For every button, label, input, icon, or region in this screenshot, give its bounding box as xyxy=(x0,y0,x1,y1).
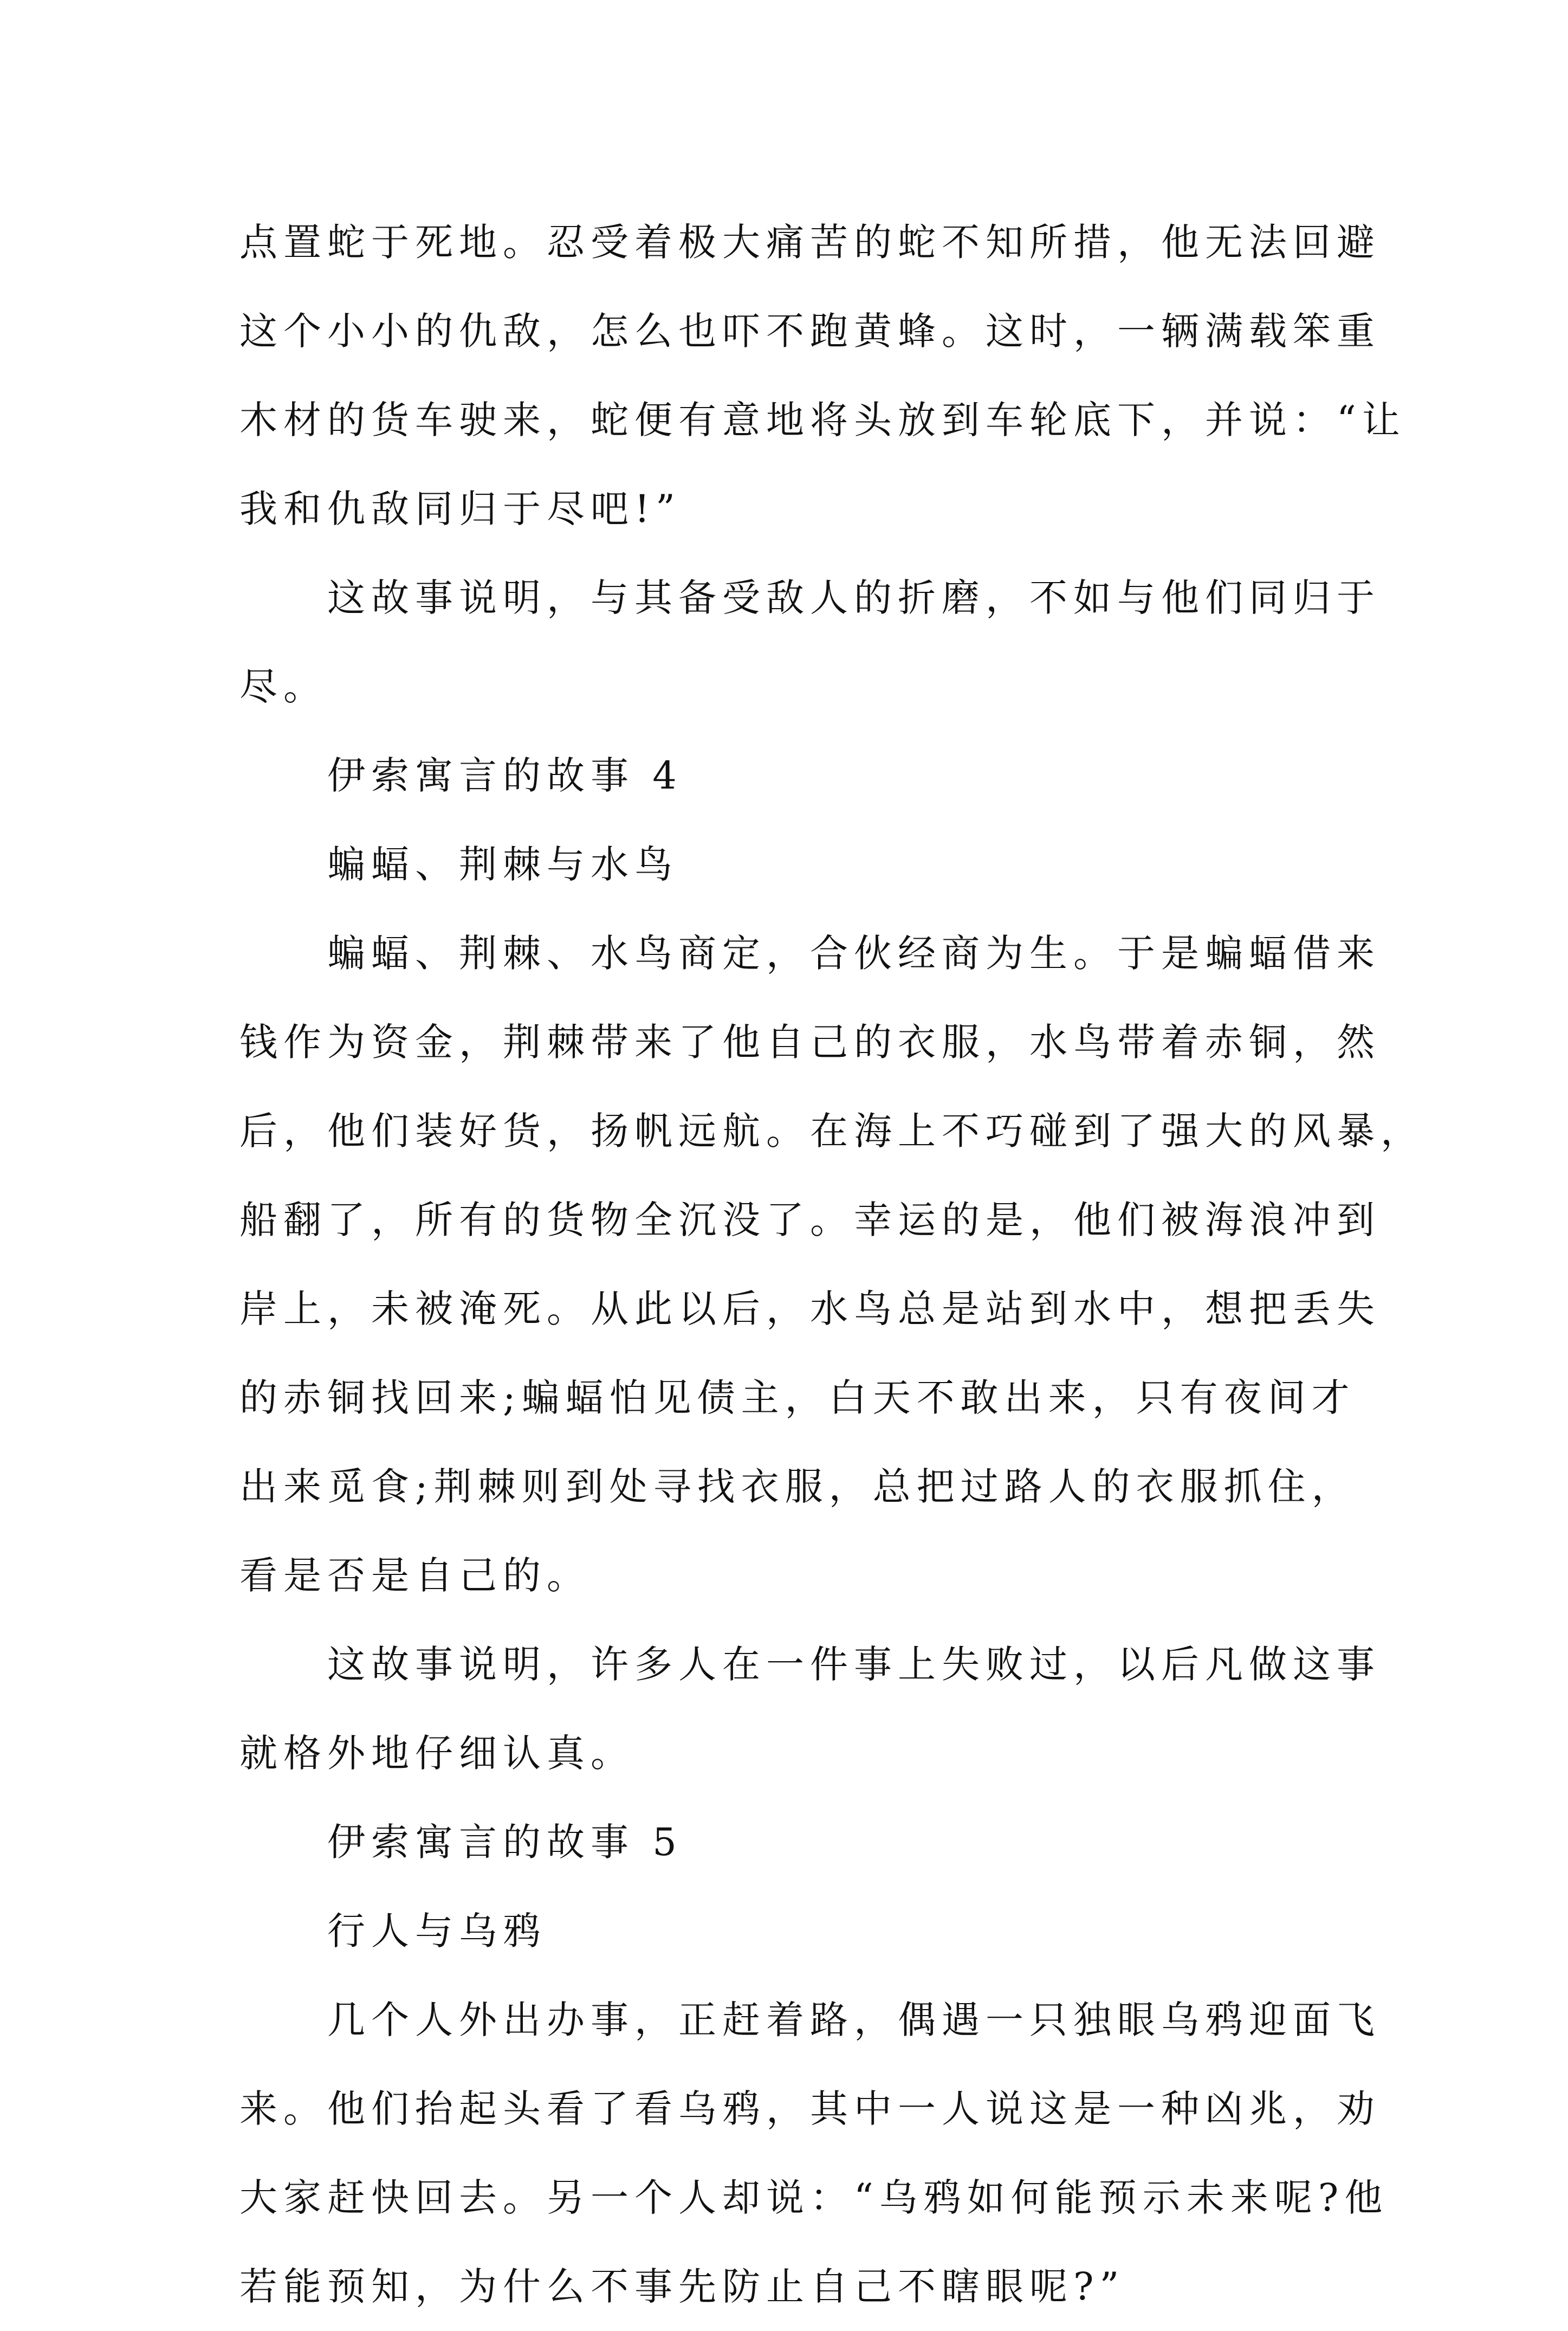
text-line: 尽。 xyxy=(239,664,327,709)
text-line: 看是否是自己的。 xyxy=(239,1553,591,1598)
paragraph-start: 蝙蝠、荆棘、水鸟商定，合伙经商为生。于是蝙蝠借来 xyxy=(327,931,1381,976)
section-heading: 伊索寓言的故事 5 xyxy=(327,1820,683,1864)
text-line: 我和仇敌同归于尽吧!” xyxy=(239,487,681,531)
paragraph-moral-start: 这故事说明，与其备受敌人的折磨，不如与他们同归于 xyxy=(327,576,1381,620)
text-line: 钱作为资金，荆棘带来了他自己的衣服，水鸟带着赤铜，然 xyxy=(239,1020,1381,1064)
text-line: 点置蛇于死地。忍受着极大痛苦的蛇不知所措，他无法回避 xyxy=(239,220,1381,264)
text-line: 后，他们装好货，扬帆远航。在海上不巧碰到了强大的风暴， xyxy=(239,1109,1424,1153)
text-line: 的赤铜找回来;蝙蝠怕见债主，白天不敢出来，只有夜间才 xyxy=(239,1376,1356,1420)
text-line: 出来觅食;荆棘则到处寻找衣服，总把过路人的衣服抓住， xyxy=(239,1464,1356,1509)
text-line: 来。他们抬起头看了看乌鸦，其中一人说这是一种凶兆，劝 xyxy=(239,2087,1381,2131)
text-line: 木材的货车驶来，蛇便有意地将头放到车轮底下，并说：“让 xyxy=(239,398,1406,442)
text-line: 就格外地仔细认真。 xyxy=(239,1731,634,1775)
body-text xyxy=(239,198,1424,2331)
story-title: 行人与乌鸦 xyxy=(327,1909,547,1953)
text-line: 船翻了，所有的货物全沉没了。幸运的是，他们被海浪冲到 xyxy=(239,1198,1381,1242)
text-line: 这个小小的仇敌，怎么也吓不跑黄蜂。这时，一辆满载笨重 xyxy=(239,309,1381,353)
story-title: 蝙蝠、荆棘与水鸟 xyxy=(327,842,678,887)
text-line: 岸上，未被淹死。从此以后，水鸟总是站到水中，想把丢失 xyxy=(239,1287,1381,1331)
text-line: 大家赶快回去。另一个人却说：“乌鸦如何能预示未来呢?他 xyxy=(239,2175,1389,2220)
section-heading: 伊索寓言的故事 4 xyxy=(327,753,683,798)
text-line: 若能预知，为什么不事先防止自己不瞎眼呢?” xyxy=(239,2264,1125,2309)
paragraph-moral-start: 这故事说明，许多人在一件事上失败过，以后凡做这事 xyxy=(327,1642,1381,1687)
paragraph-start: 几个人外出办事，正赶着路，偶遇一只独眼乌鸦迎面飞 xyxy=(327,1998,1381,2042)
